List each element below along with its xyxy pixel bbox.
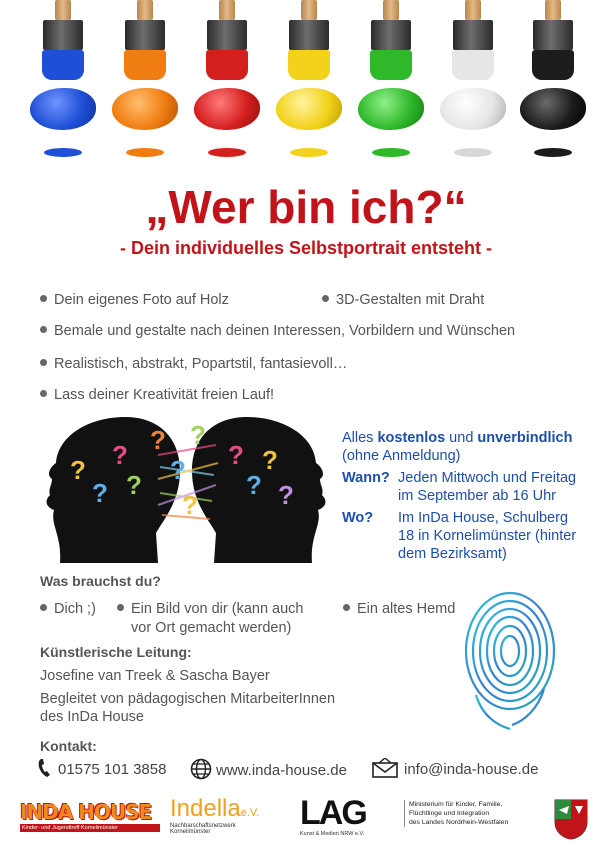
- leitung-begleitet-line1: Begleitet von pädagogischen MitarbeiterInnen: [40, 691, 336, 707]
- brush-black: [526, 0, 580, 170]
- question-mark-icon: ?: [182, 490, 198, 520]
- leitung-begleitet-line2: des InDa House: [40, 709, 144, 725]
- info-wo-line3: dem Bezirksamt): [398, 546, 507, 562]
- info-alles: Alles kostenlos und unverbindlich: [342, 430, 573, 446]
- logo-ministerium: Ministerium für Kinder, Familie, Flüchtlinge und Integration des Landes Nordrhein-Westfalen: [404, 800, 549, 827]
- phone-icon: [38, 758, 52, 778]
- bullet-draht: 3D-Gestalten mit Draht: [322, 292, 484, 308]
- nrw-coat-of-arms-icon: [553, 798, 589, 840]
- bullet-dot-icon: [117, 604, 124, 611]
- mail-icon: [372, 758, 398, 778]
- email-link[interactable]: info@inda-house.de: [404, 761, 539, 778]
- info-wann-line2: im September ab 16 Uhr: [398, 488, 556, 504]
- bullet-dot-icon: [40, 359, 47, 366]
- question-mark-icon: ?: [246, 470, 262, 500]
- question-mark-icon: ?: [150, 425, 166, 455]
- contact-phone: [38, 758, 166, 778]
- logo-indella: Indellae.V. Nachbarschaftsnetzwerk Kornelimünster: [170, 795, 260, 835]
- leitung-heading: Künstlerische Leitung:: [40, 644, 192, 660]
- logo-lag: LAG Kunst & Medien NRW e.V.: [300, 794, 366, 837]
- was-item-bild: Ein Bild von dir (kann auch: [117, 601, 304, 617]
- info-wann-label: Wann?: [342, 470, 390, 486]
- bullet-bemale: Bemale und gestalte nach deinen Interessen, Vorbildern und Wünschen: [40, 323, 515, 339]
- question-mark-icon: ?: [70, 455, 86, 485]
- bullet-dot-icon: [40, 390, 47, 397]
- logo-inda-house: INDA HOUSE Kinder- und Jugendtreff Kornelimünster: [20, 800, 160, 840]
- fingerprint-illustration: [452, 585, 564, 735]
- question-mark-icon: ?: [190, 420, 206, 450]
- question-mark-icon: ?: [262, 445, 278, 475]
- brush-yellow: [282, 0, 336, 170]
- question-mark-icon: ?: [170, 455, 186, 485]
- bullet-dot-icon: [40, 604, 47, 611]
- bullet-dot-icon: [40, 326, 47, 333]
- leitung-names: Josefine van Treek & Sascha Bayer: [40, 668, 270, 684]
- question-mark-icon: ?: [112, 440, 128, 470]
- question-mark-icon: ?: [92, 478, 108, 508]
- was-heading: Was brauchst du?: [40, 573, 161, 589]
- kontakt-heading: Kontakt:: [40, 738, 97, 754]
- brush-orange: [118, 0, 172, 170]
- info-wo-line1: Im InDa House, Schulberg: [398, 510, 569, 526]
- bullet-kreativ: Lass deiner Kreativität freien Lauf!: [40, 387, 274, 403]
- paint-brushes-decoration: [0, 0, 612, 170]
- web-link[interactable]: www.inda-house.de: [216, 762, 347, 779]
- was-item-dich: Dich ;): [40, 601, 96, 617]
- page-subtitle: - Dein individuelles Selbstportrait entsteht -: [119, 238, 493, 258]
- question-mark-icon: ?: [228, 440, 244, 470]
- contact-email: [372, 758, 539, 778]
- bullet-dot-icon: [40, 295, 47, 302]
- brush-blue: [36, 0, 90, 170]
- info-anmeldung: (ohne Anmeldung): [342, 448, 461, 464]
- was-item-bild-line2: vor Ort gemacht werden): [131, 620, 292, 636]
- bullet-stil: Realistisch, abstrakt, Popartstil, fantasievoll…: [40, 356, 347, 372]
- contact-web: [190, 758, 347, 780]
- bullet-foto: Dein eigenes Foto auf Holz: [40, 292, 229, 308]
- bullet-dot-icon: [322, 295, 329, 302]
- info-wann-line1: Jeden Mittwoch und Freitag: [398, 470, 577, 486]
- brush-red: [200, 0, 254, 170]
- was-item-hemd: Ein altes Hemd: [343, 601, 455, 617]
- question-mark-icon: ?: [278, 480, 294, 510]
- page-title: „Wer bin ich?“: [145, 181, 467, 233]
- brush-white: [446, 0, 500, 170]
- info-wo-label: Wo?: [342, 510, 374, 526]
- bullet-dot-icon: [343, 604, 350, 611]
- brush-green: [364, 0, 418, 170]
- globe-icon: [190, 758, 212, 780]
- phone-link[interactable]: 01575 101 3858: [58, 761, 167, 778]
- info-wo-line2: 18 in Kornelimünster (hinter: [398, 528, 577, 544]
- question-mark-icon: ?: [126, 470, 142, 500]
